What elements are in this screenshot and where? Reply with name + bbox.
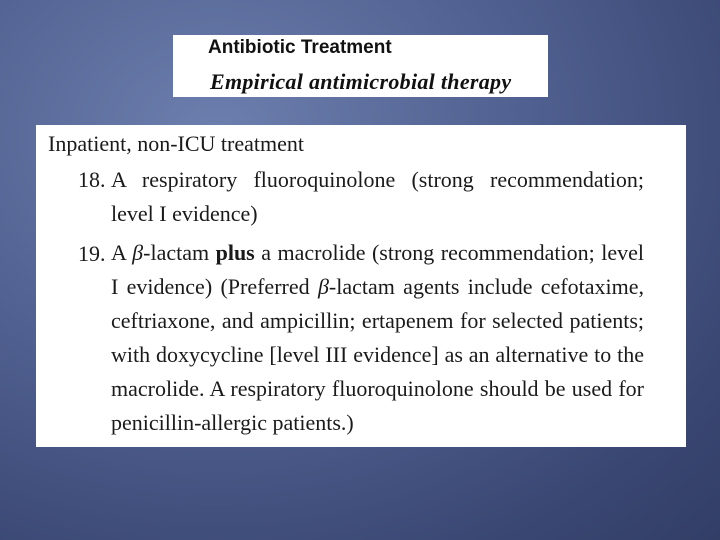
item-number-19: 19.: [78, 241, 106, 266]
item-19-bold-word: plus: [215, 240, 255, 265]
beta-symbol-2: β: [317, 274, 329, 299]
slide-subtitle: Empirical antimicrobial therapy: [210, 69, 512, 94]
section-heading: Inpatient, non-ICU treatment: [48, 131, 304, 156]
item-19-part-b: a macrolide (strong recommendation; level I evidence) (Preferred: [111, 240, 644, 299]
title-box: [173, 35, 548, 97]
slide-title: Antibiotic Treatment: [208, 37, 392, 58]
item-19-article: A: [111, 240, 133, 265]
item-19-part-a: -lactam: [143, 240, 216, 265]
item-19-part-c: -lactam agents include cefotaxime, ceftriaxone, and ampicillin; ertapenem for selected patients; with doxycycline [level III evidence] as an alternative to the macrolide. A respiratory fluoroquinolone should be used for penicillin-allergic patients.): [111, 274, 644, 435]
beta-symbol: β: [132, 240, 144, 265]
item-text-18: A respiratory fluoroquinolone (strong recommendation; level I evidence): [111, 167, 644, 226]
item-number-18: 18.: [78, 167, 106, 192]
content-box: [36, 125, 686, 447]
item-text-19: [111, 236, 644, 440]
